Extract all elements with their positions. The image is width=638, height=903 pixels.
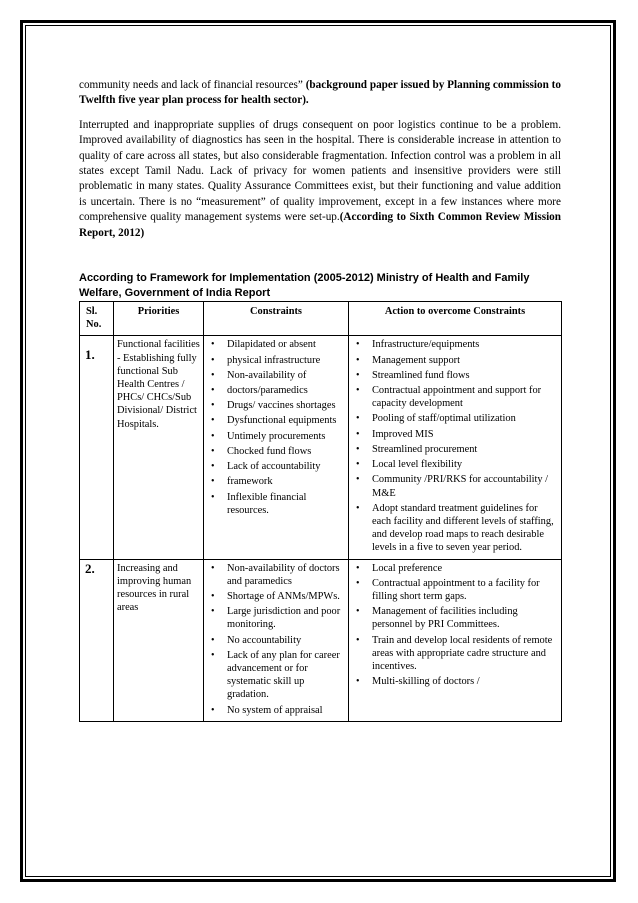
list-item: • Pooling of staff/optimal utilization — [352, 412, 558, 425]
row-constraints — [204, 559, 349, 721]
list-item: • Lack of accountability — [207, 460, 345, 473]
list-item: • physical infrastructure — [207, 354, 345, 367]
list-item: • Train and develop local residents of remote areas with appropriate cadre structure and incentives. — [352, 634, 558, 674]
priorities-table — [79, 301, 562, 722]
list-item: • Streamlined fund flows — [352, 369, 558, 382]
list-item: • Untimely procurements — [207, 430, 345, 443]
list-item: • Local preference — [352, 562, 558, 575]
paragraph-1 — [79, 78, 561, 109]
list-item: • Dilapidated or absent — [207, 338, 345, 351]
section-heading: According to Framework for Implementation (2005-2012) Ministry of Health and Family Welfare, Government of India Report — [79, 272, 530, 299]
document-body — [79, 78, 561, 722]
table-row — [80, 336, 562, 559]
list-item: • Improved MIS — [352, 428, 558, 441]
list-item: • Non-availability of — [207, 369, 345, 382]
paragraph-2-text: Interrupted and inappropriate supplies of drugs consequent on poor logistics continue to be a problem. Improved availability of diagnostics has seen in the hospital. There is considerable increase in attention to quality of care across all states, but also considerable fragmentation. Infection control was a problem in all states except Tamil Nadu. Lack of privacy for women patients and insensitive providers were still problematic in many states. Quality Assurance Committees exist, but their functioning and value addition is uncertain. There is no “measurement” of quality improvement, except in a few instances where more comprehensive quality management systems were set-up. — [79, 118, 561, 224]
row-actions — [349, 336, 562, 559]
header-action: Action to overcome Constraints — [349, 302, 562, 336]
list-item: • Non-availability of doctors and paramedics — [207, 562, 345, 588]
list-item: • Infrastructure/equipments — [352, 338, 558, 351]
row-number: 2. — [80, 559, 114, 721]
row-priority: Functional facilities - Establishing fully functional Sub Health Centres / PHCs/ CHCs/Sub Divisional/ District Hospitals. — [114, 336, 204, 559]
row-constraints — [204, 336, 349, 559]
list-item: • Chocked fund flows — [207, 445, 345, 458]
list-item: • Lack of any plan for career advancement or for systematic skill up gradation. — [207, 649, 345, 702]
list-item: • Multi-skilling of doctors / — [352, 675, 558, 688]
list-item: • Contractual appointment and support for capacity development — [352, 384, 558, 410]
list-item: • Streamlined procurement — [352, 443, 558, 456]
table-header-row — [80, 302, 562, 336]
header-priorities: Priorities — [114, 302, 204, 336]
list-item: • Community /PRI/RKS for accountability / M&E — [352, 473, 558, 499]
list-item: • No accountability — [207, 634, 345, 647]
paragraph-2 — [79, 118, 561, 241]
list-item: • No system of appraisal — [207, 704, 345, 717]
list-item: • Drugs/ vaccines shortages — [207, 399, 345, 412]
list-item: • Inflexible financial resources. — [207, 491, 345, 517]
list-item: • Dysfunctional equipments — [207, 414, 345, 427]
list-item: • Adopt standard treatment guidelines for each facility and different levels of staffing, and develop road maps to reach desirable levels in a five to seven year period. — [352, 502, 558, 555]
header-sl: Sl. No. — [80, 302, 114, 336]
row-number: 1. — [80, 336, 114, 559]
paragraph-1-citation: (background paper issued by Planning commission to Twelfth five year plan process for health sector). — [79, 79, 561, 107]
paragraph-1-text: community needs and lack of financial resources” — [79, 79, 306, 91]
list-item: • framework — [207, 475, 345, 488]
table-row — [80, 559, 562, 721]
list-item: • Large jurisdiction and poor monitoring. — [207, 605, 345, 631]
list-item: • Management of facilities including personnel by PRI Committees. — [352, 605, 558, 631]
list-item: • Contractual appointment to a facility for filling short term gaps. — [352, 577, 558, 603]
list-item: • Shortage of ANMs/MPWs. — [207, 590, 345, 603]
list-item: • Management support — [352, 354, 558, 367]
header-constraints: Constraints — [204, 302, 349, 336]
row-actions — [349, 559, 562, 721]
row-priority: Increasing and improving human resources in rural areas — [114, 559, 204, 721]
paragraph-2-citation: (According to Sixth Common Review Mission Report, 2012) — [79, 211, 561, 239]
list-item: • doctors/paramedics — [207, 384, 345, 397]
list-item: • Local level flexibility — [352, 458, 558, 471]
